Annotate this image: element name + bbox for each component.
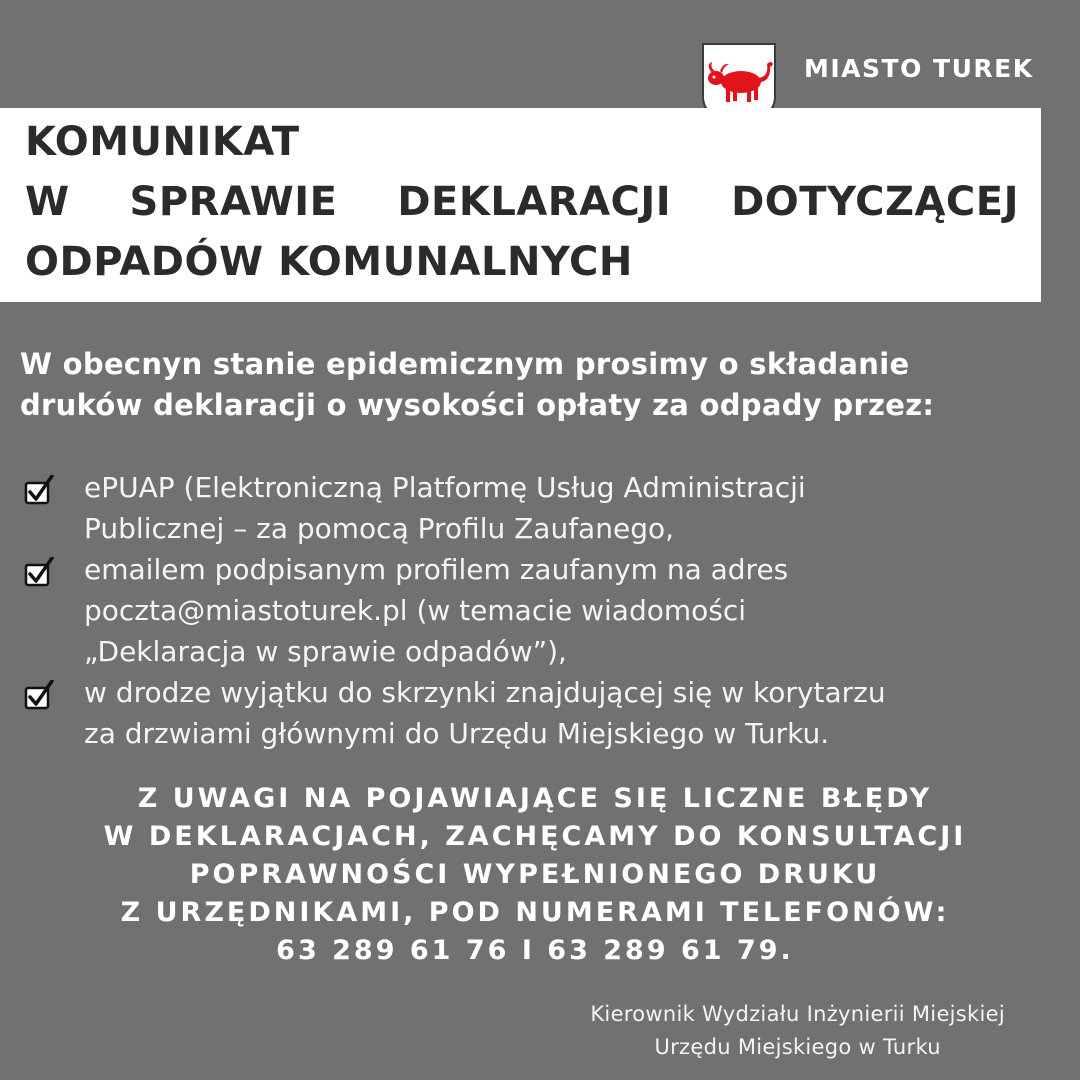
list-item-text: ePUAP (Elektroniczną Platformę Usług Administracji (84, 471, 806, 504)
city-name: MIASTO TUREK (804, 54, 1034, 83)
signature-line: Urzędu Miejskiego w Turku (654, 1035, 941, 1059)
notice-line: W DEKLARACJACH, ZACHĘCAMY DO KONSULTACJI (103, 821, 967, 852)
notice-phone-numbers: 63 289 61 76 I 63 289 61 79. (276, 935, 794, 966)
page-title-line-2 (25, 179, 1019, 225)
signature (590, 998, 1005, 1064)
consultation-notice (0, 780, 1070, 970)
intro-paragraph (20, 344, 1060, 426)
list-item-text: poczta@miastoturek.pl (w temacie wiadomości (84, 594, 747, 627)
list-item-text: w drodze wyjątku do skrzynki znajdującej się w korytarzu (84, 676, 886, 709)
title-word: SPRAWIE (129, 179, 338, 225)
list-item-text: „Deklaracja w sprawie odpadów”), (84, 635, 567, 668)
checkbox-checked-icon (24, 557, 54, 587)
checkbox-checked-icon (24, 680, 54, 710)
submission-options-list (24, 467, 1064, 754)
list-item-text: emailem podpisanym profilem zaufanym na adres (84, 553, 789, 586)
title-word: W (25, 179, 70, 225)
list-item-text: za drzwiami głównymi do Urzędu Miejskiego w Turku. (84, 717, 830, 750)
intro-line: W obecnyn stanie epidemicznym prosimy o składanie (20, 347, 910, 381)
intro-line: druków deklaracji o wysokości opłaty za odpady przez: (20, 388, 935, 422)
page-title-line-3: ODPADÓW KOMUNALNYCH (25, 239, 633, 285)
title-word: DEKLARACJI (397, 179, 672, 225)
notice-line: POPRAWNOŚCI WYPEŁNIONEGO DRUKU (189, 859, 881, 890)
list-item-text: Publicznej – za pomocą Profilu Zaufanego, (84, 512, 674, 545)
notice-line: Z UWAGI NA POJAWIAJĄCE SIĘ LICZNE BŁĘDY (137, 783, 933, 814)
notice-line: Z URZĘDNIKAMI, POD NUMERAMI TELEFONÓW: (120, 897, 950, 928)
signature-line: Kierownik Wydziału Inżynierii Miejskiej (590, 1002, 1005, 1026)
list-item-mailbox (24, 672, 1064, 754)
list-item-epuap (24, 467, 1064, 549)
page-title-line-1: KOMUNIKAT (25, 119, 300, 165)
title-banner (0, 108, 1041, 302)
list-item-email (24, 549, 1064, 672)
checkbox-checked-icon (24, 475, 54, 505)
title-word: DOTYCZĄCEJ (731, 179, 1019, 225)
